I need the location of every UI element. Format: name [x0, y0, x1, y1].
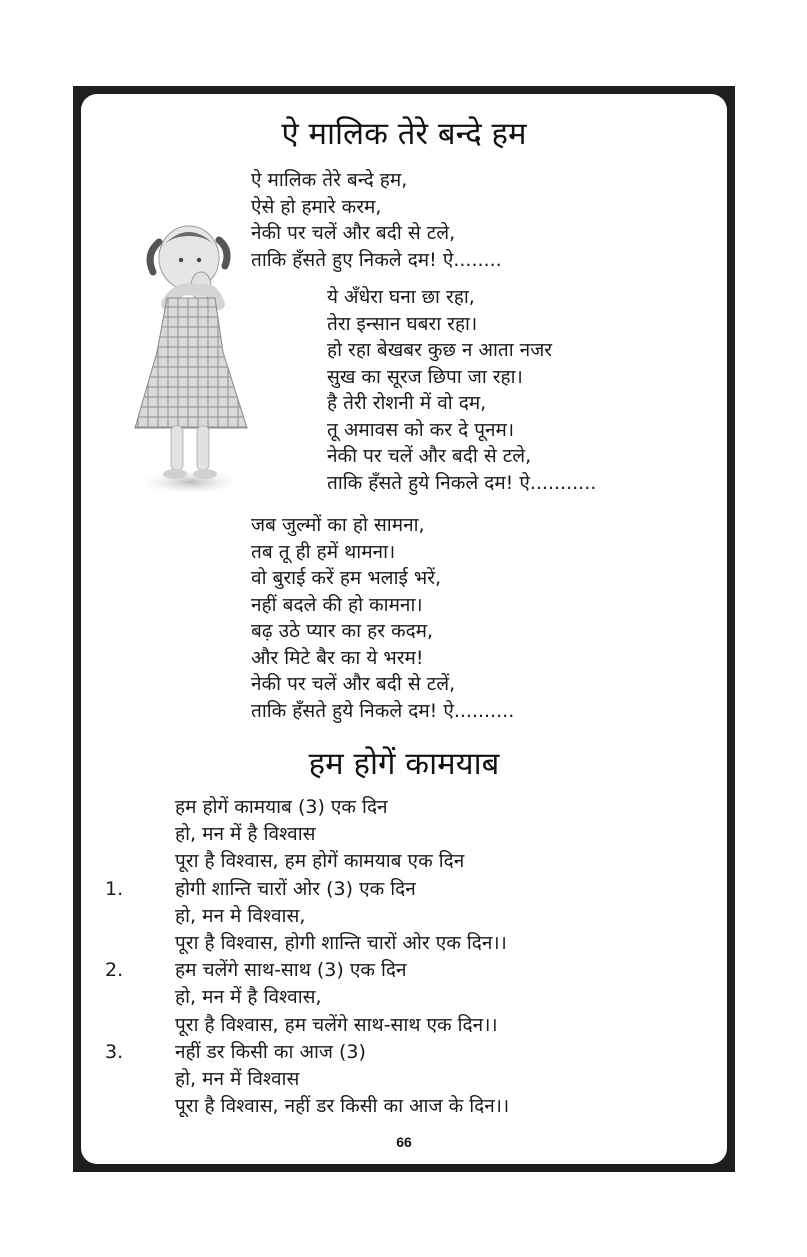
verse-line: ताकि हँसते हुये निकले दम! ऐ.......... — [251, 699, 515, 722]
page-content — [81, 94, 727, 1164]
verse-line: है तेरी रोशनी में वो दम, — [327, 392, 487, 414]
verse-line: तू अमावस को कर दे पूनम। — [327, 418, 515, 441]
verse-text: हम होगें कामयाब (3) एक दिन — [175, 796, 388, 818]
verse-line: बढ़ उठे प्यार का हर कदम, — [251, 620, 434, 642]
verse-line — [105, 1012, 509, 1039]
stanza-1 — [251, 167, 502, 273]
page-frame — [73, 86, 735, 1172]
verse-line — [105, 984, 509, 1011]
verse-line: ताकि हँसते हुये निकले दम! ऐ........... — [327, 471, 597, 494]
verse-line: ताकि हँसते हुए निकले दम! ऐ........ — [251, 248, 502, 271]
verse-text: होगी शान्ति चारों ओर (3) एक दिन — [175, 877, 416, 900]
verse-number: 2. — [105, 959, 124, 982]
verse-number: 3. — [105, 1040, 124, 1063]
verse-text: हो, मन में है विश्वास — [175, 823, 316, 846]
verse-line — [105, 957, 509, 984]
verse-line — [105, 930, 509, 957]
song2-verses — [105, 794, 509, 1120]
girl-praying-photo-icon — [123, 212, 253, 502]
verse-line: तब तू ही हमें थामना। — [251, 540, 396, 563]
page-number: 66 — [396, 1134, 412, 1150]
verse-line: ये अँधेरा घना छा रहा, — [327, 286, 475, 308]
verse-text: पूरा है विश्वास, होगी शान्ति चारों ओर एक दिन।। — [175, 932, 507, 955]
verse-text: पूरा है विश्वास, नहीं डर किसी का आज के दिन।। — [175, 1095, 510, 1118]
stanza-3 — [251, 512, 514, 724]
verse-text: पूरा है विश्वास, हम होगें कामयाब एक दिन — [175, 850, 465, 873]
verse-line — [105, 876, 509, 903]
verse-text: हो, मन में विश्वास — [175, 1068, 300, 1091]
verse-line: नेकी पर चलें और बदी से टलें, — [251, 673, 456, 695]
verse-line: ऐसे हो हमारे करम, — [251, 195, 382, 218]
verse-number: 1. — [105, 877, 124, 900]
verse-text: पूरा है विश्वास, हम चलेंगे साथ-साथ एक दिन।। — [175, 1013, 498, 1036]
verse-line: हो रहा बेखबर कुछ न आता नजर — [327, 339, 553, 361]
verse-line: सुख का सूरज छिपा जा रहा। — [327, 365, 523, 388]
verse-line: और मिटे बैर का ये भरम! — [251, 646, 424, 669]
song-title-hum-honge-kamyab: हम होगें कामयाब — [308, 746, 500, 782]
verse-line: नेकी पर चलें और बदी से टले, — [251, 222, 456, 244]
verse-line: जब जुल्मों का हो सामना, — [251, 514, 425, 536]
verse-line: तेरा इन्सान घबरा रहा। — [327, 312, 478, 335]
verse-line — [105, 1093, 509, 1120]
verse-line: वो बुराई करें हम भलाई भरें, — [251, 567, 442, 589]
verse-text: नहीं डर किसी का आज (3) — [175, 1040, 366, 1063]
verse-line — [105, 821, 509, 848]
verse-line — [105, 1066, 509, 1093]
verse-text: हम चलेंगे साथ-साथ (3) एक दिन — [175, 959, 407, 982]
stanza-2 — [327, 284, 596, 496]
verse-line: ऐ मालिक तेरे बन्दे हम, — [251, 169, 408, 191]
verse-line: नेकी पर चलें और बदी से टले, — [327, 445, 532, 467]
verse-text: हो, मन में है विश्वास, — [175, 986, 322, 1009]
verse-line: नहीं बदले की हो कामना। — [251, 593, 423, 616]
verse-line — [105, 903, 509, 930]
verse-line — [105, 848, 509, 875]
verse-line — [105, 1039, 509, 1066]
verse-line — [105, 794, 509, 821]
verse-text: हो, मन मे विश्वास, — [175, 904, 306, 927]
song-title-ae-malik: ऐ मालिक तेरे बन्दे हम — [281, 116, 527, 152]
